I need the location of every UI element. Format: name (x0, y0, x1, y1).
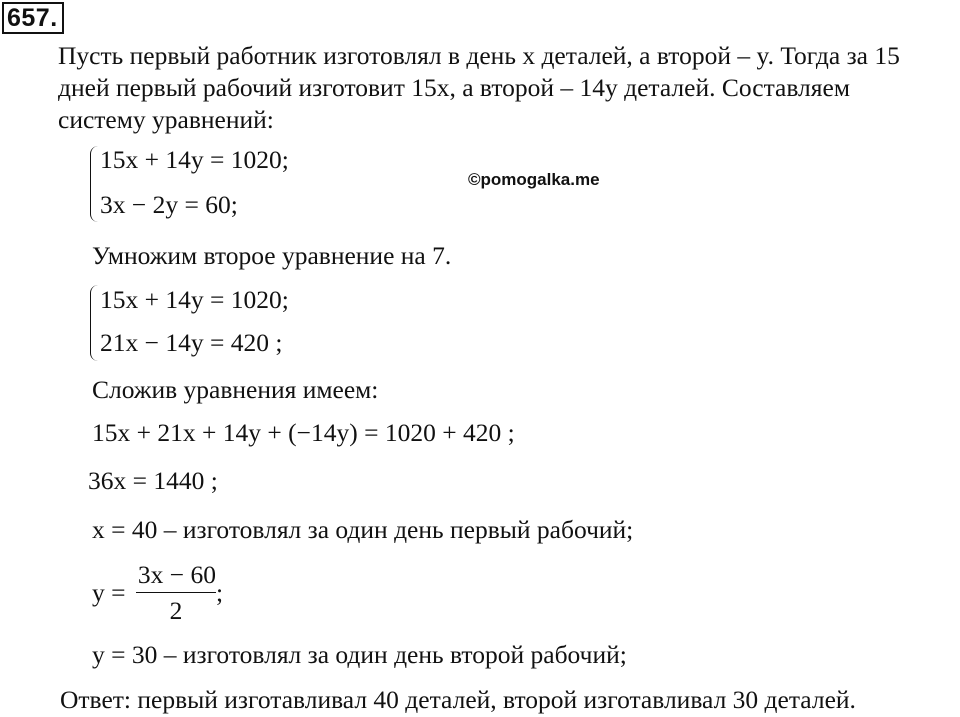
fraction-bar (136, 592, 216, 593)
answer-text: Ответ: первый изготавливал 40 деталей, второй изготавливал 30 деталей. (60, 685, 856, 714)
step-multiply-text: Умножим второе уравнение на 7. (92, 241, 452, 270)
y-fraction-tail: ; (216, 578, 224, 607)
y-fraction-denominator: 2 (169, 596, 183, 625)
y-result: y = 30 – изготовлял за один день второй рабочий; (92, 640, 627, 669)
system-brace-1 (90, 146, 98, 222)
system-brace-2 (90, 285, 98, 361)
intro-line-1: Пусть первый работник изготовлял в день x деталей, а второй – y. Тогда за 15 (58, 41, 900, 70)
intro-line-3: систему уравнений: (58, 105, 274, 134)
equation-36x: 36x = 1440 ; (88, 466, 218, 495)
sum-equation: 15x + 21x + 14y + (−14y) = 1020 + 420 ; (92, 418, 515, 447)
system1-equation-1: 15x + 14y = 1020; (100, 145, 289, 174)
system2-equation-1: 15x + 14y = 1020; (100, 285, 289, 314)
watermark: ©pomogalka.me (468, 170, 600, 189)
y-fraction-lhs: y = (92, 578, 126, 607)
problem-number: 657. (2, 2, 64, 34)
step-add-text: Сложив уравнения имеем: (92, 375, 379, 404)
intro-line-2: дней первый рабочий изготовит 15x, а второй – 14y деталей. Составляем (58, 73, 850, 102)
system2-equation-2: 21x − 14y = 420 ; (100, 328, 283, 357)
system1-equation-2: 3x − 2y = 60; (100, 190, 238, 219)
x-result: x = 40 – изготовлял за один день первый рабочий; (92, 515, 634, 544)
y-fraction-numerator: 3x − 60 (137, 560, 217, 589)
